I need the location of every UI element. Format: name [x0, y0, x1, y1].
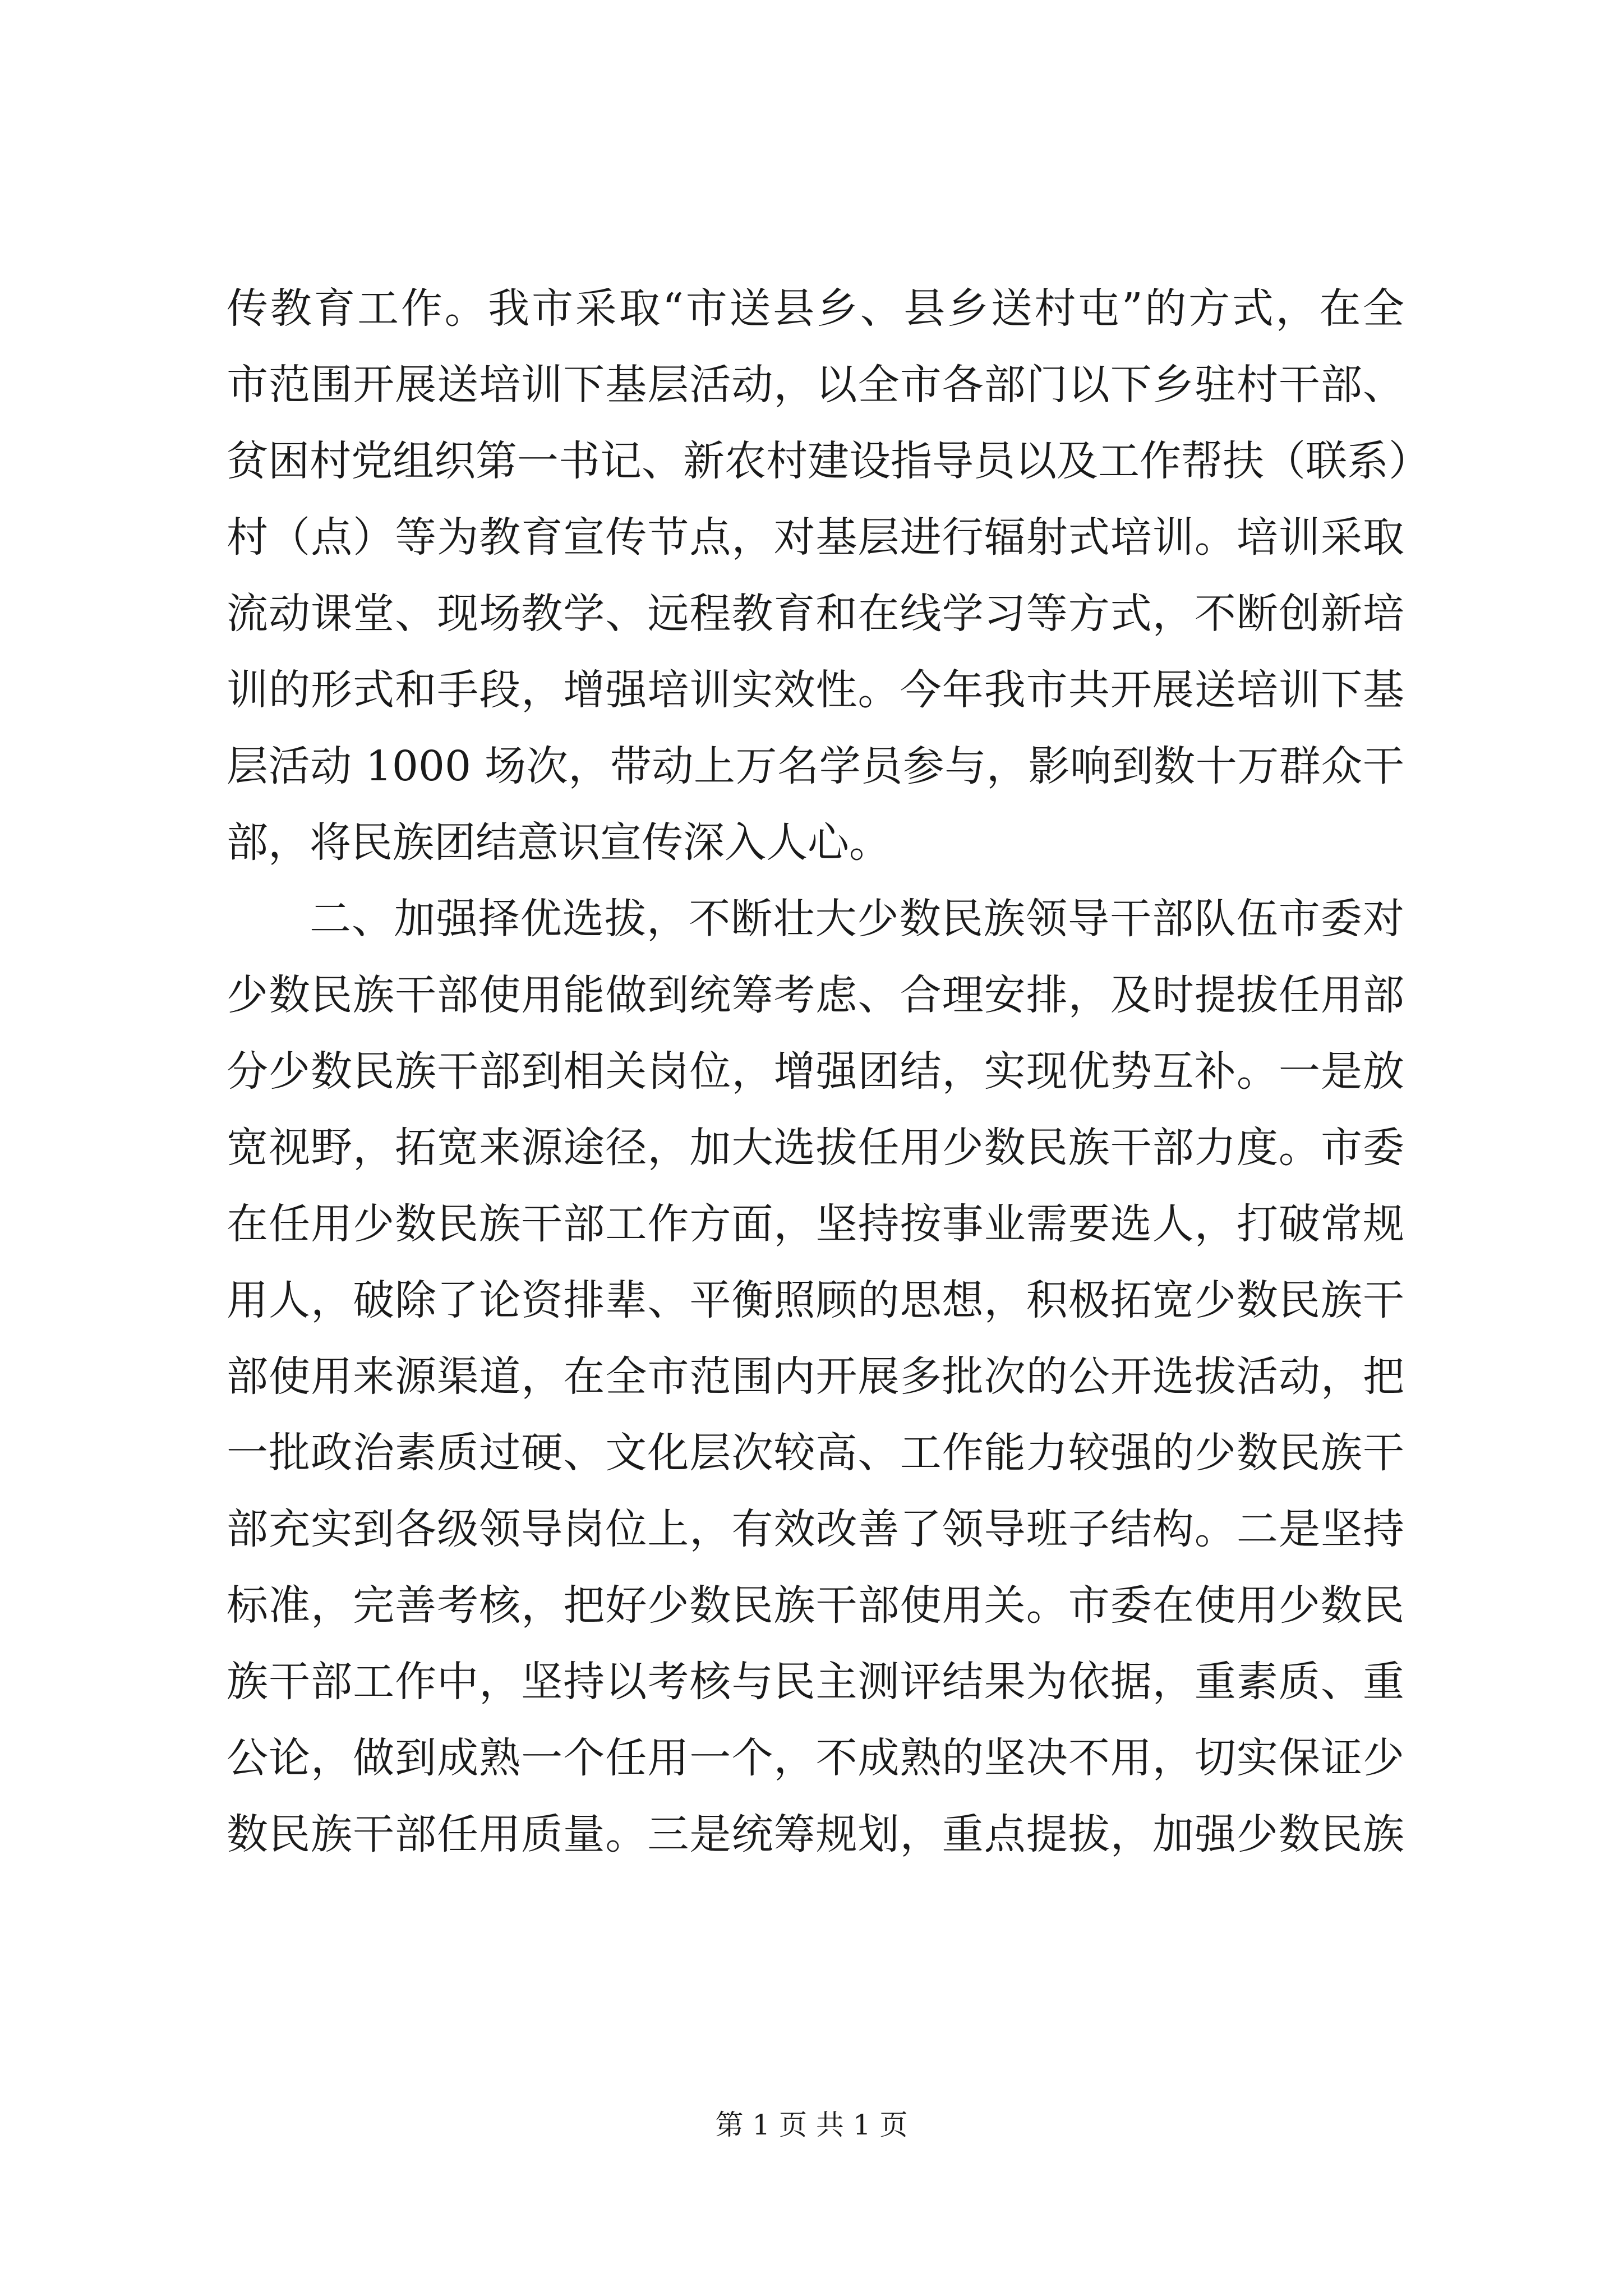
text-line: 分少数民族干部到相关岗位，增强团结，实现优势互补。一是放	[227, 1047, 1404, 1096]
text-line: 少数民族干部使用能做到统筹考虑、合理安排，及时提拔任用部	[227, 971, 1404, 1019]
document-body	[227, 270, 1430, 1872]
text-line: 层活动 1000 场次，带动上万名学员参与，影响到数十万群众干	[227, 742, 1404, 790]
text-line: 训的形式和手段，增强培训实效性。今年我市共开展送培训下基	[227, 666, 1404, 714]
text-line: 在任用少数民族干部工作方面，坚持按事业需要选人，打破常规	[227, 1200, 1404, 1248]
text-line: 一批政治素质过硬、文化层次较高、工作能力较强的少数民族干	[227, 1429, 1404, 1477]
text-line: 标准，完善考核，把好少数民族干部使用关。市委在使用少数民	[227, 1581, 1404, 1630]
text-line: 公论，做到成熟一个任用一个，不成熟的坚决不用，切实保证少	[227, 1734, 1404, 1782]
text-line: 宽视野，拓宽来源途径，加大选拔任用少数民族干部力度。市委	[227, 1124, 1404, 1172]
section-heading-line: 二、加强择优选拔，不断壮大少数民族领导干部队伍市委对	[310, 895, 1404, 943]
text-line: 贫困村党组织第一书记、新农村建设指导员以及工作帮扶（联系）	[227, 437, 1430, 485]
text-line: 市范围开展送培训下基层活动，以全市各部门以下乡驻村干部、	[227, 361, 1404, 409]
text-line: 部，将民族团结意识宣传深入人心。	[227, 818, 891, 867]
text-line: 部充实到各级领导岗位上，有效改善了领导班子结构。二是坚持	[227, 1505, 1404, 1553]
text-line: 数民族干部任用质量。三是统筹规划，重点提拔，加强少数民族	[227, 1810, 1404, 1858]
text-line: 村（点）等为教育宣传节点，对基层进行辐射式培训。培训采取	[227, 513, 1404, 562]
text-line: 用人，破除了论资排辈、平衡照顾的思想，积极拓宽少数民族干	[227, 1276, 1404, 1324]
page-number: 第 1 页 共 1 页	[715, 2109, 908, 2141]
text-line: 族干部工作中，坚持以考核与民主测评结果为依据，重素质、重	[227, 1658, 1404, 1706]
text-line: 流动课堂、现场教学、远程教育和在线学习等方式，不断创新培	[227, 590, 1404, 638]
page-footer	[0, 2102, 1623, 2143]
text-line: 传教育工作。我市采取“市送县乡、县乡送村屯”的方式，在全	[227, 284, 1404, 333]
text-line: 部使用来源渠道，在全市范围内开展多批次的公开选拔活动，把	[227, 1352, 1404, 1401]
